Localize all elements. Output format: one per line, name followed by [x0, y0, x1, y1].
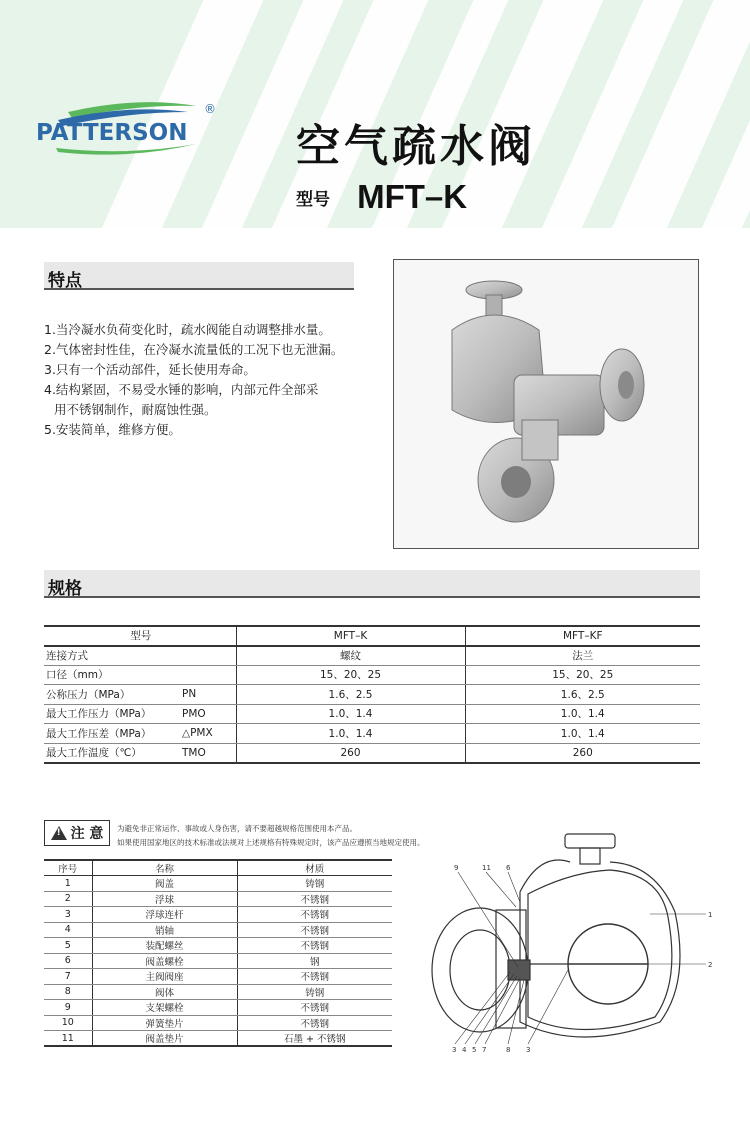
part-no: 6 — [44, 953, 92, 969]
patterson-logo — [28, 98, 228, 158]
part-material: 不锈钢 — [237, 1000, 392, 1016]
spec-value-a: 1.0、1.4 — [236, 704, 465, 724]
diagram-label: 11 — [482, 864, 491, 872]
parts-table — [44, 859, 392, 1047]
part-no: 10 — [44, 1015, 92, 1031]
specs-heading: 规格 — [48, 579, 82, 599]
part-material: 不锈钢 — [237, 1015, 392, 1031]
part-no: 11 — [44, 1031, 92, 1047]
part-name: 阀盖 — [92, 876, 237, 892]
spec-value-a: 1.6、2.5 — [236, 685, 465, 705]
features-heading: 特点 — [48, 271, 82, 291]
table-row — [44, 969, 392, 985]
feature-item: 5.安装简单，维修方便。 — [44, 422, 181, 437]
notice-text — [117, 822, 425, 850]
table-row — [44, 743, 700, 763]
spec-label-text: 型号 — [130, 630, 152, 643]
cross-section-diagram — [420, 822, 740, 1062]
spec-value-b: 1.0、1.4 — [465, 724, 700, 744]
product-photo — [393, 259, 699, 549]
steam-trap-illustration — [394, 260, 700, 550]
feature-item: 3.只有一个活动部件，延长使用寿命。 — [44, 362, 256, 377]
spec-symbol: △PMX — [182, 727, 213, 739]
table-row — [44, 1015, 392, 1031]
spec-value-a: 15、20、25 — [236, 665, 465, 685]
table-row — [44, 891, 392, 907]
spec-symbol: PMO — [182, 707, 206, 720]
part-material: 不锈钢 — [237, 907, 392, 923]
diagram-label: 2 — [708, 961, 713, 969]
feature-item: 用不锈钢制作，耐腐蚀性强。 — [54, 402, 217, 417]
spec-label — [44, 665, 236, 685]
diagram-label: 6 — [506, 864, 511, 872]
notice-badge — [44, 820, 110, 846]
spec-label-text: 公称压力（MPa） — [46, 688, 131, 701]
part-material: 石墨 + 不锈钢 — [237, 1031, 392, 1047]
table-row — [44, 1000, 392, 1016]
feature-item: 4.结构紧固，不易受水锤的影响，内部元件全部采 — [44, 382, 319, 397]
features-heading-bar — [44, 262, 354, 290]
model-value: MFT–K — [357, 178, 468, 215]
feature-item: 1.当冷凝水负荷变化时，疏水阀能自动调整排水量。 — [44, 322, 331, 337]
part-name: 弹簧垫片 — [92, 1015, 237, 1031]
table-row — [44, 922, 392, 938]
diagram-label: 1 — [708, 911, 713, 919]
parts-header-material: 材质 — [237, 860, 392, 876]
spec-label — [44, 626, 236, 646]
part-material: 铸钢 — [237, 984, 392, 1000]
notice-line: 如果使用国家地区的技术标准或法规对上述规格有特殊规定时，该产品应遵照当地规定使用。 — [117, 838, 425, 847]
spec-label-text: 连接方式 — [46, 650, 88, 662]
part-name: 阀体 — [92, 984, 237, 1000]
spec-label — [44, 646, 236, 666]
spec-label — [44, 685, 236, 705]
logo-registered-mark: ® — [204, 102, 216, 116]
spec-value-b: 法兰 — [465, 646, 700, 666]
specs-heading-bar — [44, 570, 700, 598]
diagram-label: 8 — [506, 1046, 511, 1054]
part-name: 主阀阀座 — [92, 969, 237, 985]
part-name: 阀盖垫片 — [92, 1031, 237, 1047]
notice-line: 为避免非正常运作、事故或人身伤害，请不要超越规格范围使用本产品。 — [117, 824, 357, 833]
table-row — [44, 646, 700, 666]
specs-table — [44, 625, 700, 764]
spec-value-b: 15、20、25 — [465, 665, 700, 685]
part-no: 8 — [44, 984, 92, 1000]
part-material: 不锈钢 — [237, 891, 392, 907]
part-name: 浮球连杆 — [92, 907, 237, 923]
diagram-label: 3 — [452, 1046, 457, 1054]
spec-value-a: 260 — [236, 743, 465, 763]
notice-label: 注 意 — [70, 826, 104, 842]
table-row — [44, 953, 392, 969]
table-row — [44, 938, 392, 954]
spec-label — [44, 704, 236, 724]
parts-header-name: 名称 — [92, 860, 237, 876]
part-material: 钢 — [237, 953, 392, 969]
part-name: 装配螺丝 — [92, 938, 237, 954]
parts-header-no: 序号 — [44, 860, 92, 876]
part-no: 2 — [44, 891, 92, 907]
spec-label — [44, 724, 236, 744]
model-label: 型号 — [296, 189, 330, 210]
diagram-label: 7 — [482, 1046, 487, 1054]
part-material: 不锈钢 — [237, 969, 392, 985]
part-no: 9 — [44, 1000, 92, 1016]
table-row — [44, 876, 392, 892]
feature-item: 2.气体密封性佳，在冷凝水流量低的工况下也无泄漏。 — [44, 342, 344, 357]
part-material: 铸钢 — [237, 876, 392, 892]
diagram-label: 3 — [526, 1046, 531, 1054]
spec-value-b: 1.0、1.4 — [465, 704, 700, 724]
diagram-label: 4 — [462, 1046, 467, 1054]
model-line — [296, 178, 467, 216]
logo-text: PATTERSON — [36, 120, 188, 146]
diagram-label: 5 — [472, 1046, 477, 1054]
table-row — [44, 1031, 392, 1047]
part-name: 支架螺栓 — [92, 1000, 237, 1016]
page-title: 空气疏水阀 — [296, 121, 536, 172]
spec-label-text: 最大工作压力（MPa） — [46, 708, 152, 721]
part-name: 浮球 — [92, 891, 237, 907]
spec-value-a: MFT–K — [236, 626, 465, 646]
part-material: 不锈钢 — [237, 922, 392, 938]
spec-symbol: PN — [182, 688, 197, 700]
cross-section-drawing — [420, 822, 740, 1062]
warning-icon: ! — [51, 826, 67, 840]
part-no: 4 — [44, 922, 92, 938]
spec-label-text: 最大工作温度（℃） — [46, 747, 142, 759]
spec-value-b: 1.6、2.5 — [465, 685, 700, 705]
table-row — [44, 685, 700, 705]
table-row — [44, 860, 392, 876]
spec-value-b: 260 — [465, 743, 700, 763]
spec-symbol: TMO — [182, 746, 206, 759]
part-no: 1 — [44, 876, 92, 892]
spec-value-a: 螺纹 — [236, 646, 465, 666]
spec-label-text: 口径（mm） — [46, 669, 109, 682]
spec-label — [44, 743, 236, 763]
part-no: 7 — [44, 969, 92, 985]
part-name: 阀盖螺栓 — [92, 953, 237, 969]
table-row — [44, 704, 700, 724]
spec-value-a: 1.0、1.4 — [236, 724, 465, 744]
spec-value-b: MFT–KF — [465, 626, 700, 646]
table-row — [44, 984, 392, 1000]
table-row — [44, 907, 392, 923]
part-no: 5 — [44, 938, 92, 954]
diagram-label: 9 — [454, 864, 459, 872]
part-name: 销轴 — [92, 922, 237, 938]
table-row — [44, 665, 700, 685]
table-row — [44, 626, 700, 646]
part-no: 3 — [44, 907, 92, 923]
part-material: 不锈钢 — [237, 938, 392, 954]
spec-label-text: 最大工作压差（MPa） — [46, 727, 152, 740]
features-list — [44, 320, 374, 440]
table-row — [44, 724, 700, 744]
